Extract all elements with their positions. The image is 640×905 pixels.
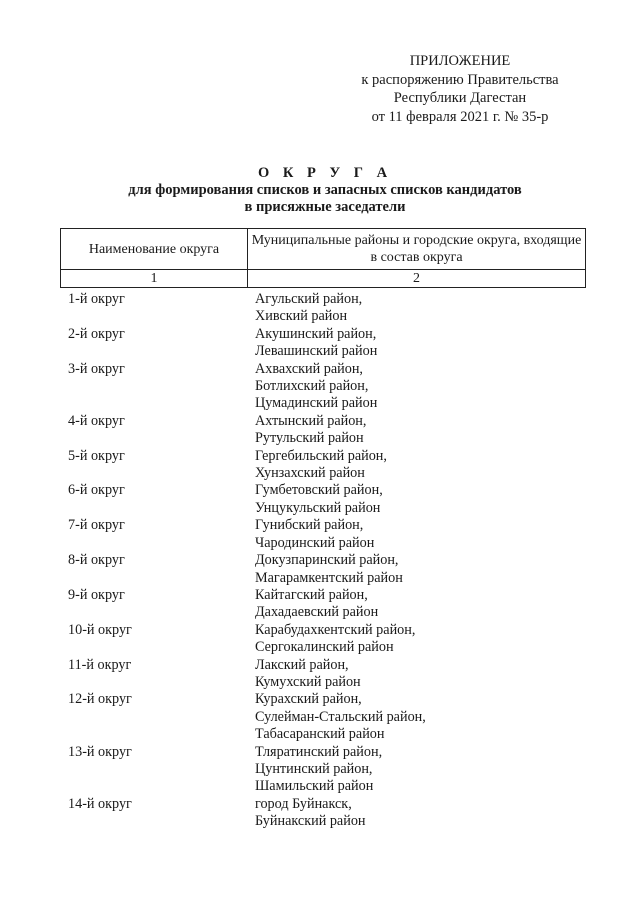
district-areas — [255, 448, 588, 483]
appendix-title: ПРИЛОЖЕНИЕ — [409, 53, 511, 69]
area-item: Докузпаринский район, — [255, 552, 399, 569]
area-item: Левашинский район — [255, 343, 378, 360]
area-item: Ахтынский район, — [255, 412, 367, 429]
title-subtitle: для формирования списков и запасных списков кандидатов — [128, 182, 522, 198]
area-item: Шамильский район — [255, 778, 374, 795]
area-item: Унцукульский район — [255, 499, 381, 516]
district-name: 1-й округ — [68, 291, 125, 307]
table-row — [68, 587, 588, 622]
area-item: Кайтагский район, — [255, 586, 368, 603]
area-item: Цунтинский район, — [255, 760, 373, 777]
area-item: Гунибский район, — [255, 517, 364, 534]
appendix-date: от 11 февраля 2021 г. № 35-р — [371, 108, 549, 125]
district-name: 3-й округ — [68, 360, 125, 377]
district-areas — [255, 482, 588, 517]
area-item: Курахский район, — [255, 691, 362, 708]
table-row — [68, 657, 588, 692]
appendix-line: Республики Дагестан — [393, 90, 527, 106]
document-title — [60, 165, 590, 216]
district-name: 14-й округ — [68, 795, 132, 812]
area-item: Буйнакский район — [255, 813, 366, 830]
table-row — [68, 744, 588, 796]
district-name: 9-й округ — [68, 586, 125, 603]
area-item: Карабудахкентский район, — [255, 621, 416, 638]
district-name: 8-й округ — [68, 552, 125, 569]
district-name: 10-й округ — [68, 621, 132, 638]
area-item: Ахвахский район, — [255, 360, 363, 377]
area-item: город Буйнакск, — [255, 795, 352, 812]
area-item: Кумухский район — [255, 673, 361, 690]
area-item: Цумадинский район — [255, 395, 378, 412]
district-list — [68, 291, 588, 831]
area-item: Рутульский район — [255, 430, 364, 447]
table-row — [68, 482, 588, 517]
column-header-areas: Муниципальные районы и городские округа, входящие в состав округа — [248, 229, 586, 270]
district-name: 4-й округ — [68, 412, 125, 429]
area-item: Акушинский район, — [255, 325, 377, 342]
table-row — [68, 291, 588, 326]
title-main: О К Р У Г А — [257, 165, 393, 181]
area-item: Ботлихский район, — [255, 378, 369, 395]
area-item: Сергокалинский район — [255, 639, 394, 656]
area-item: Лакский район, — [255, 656, 349, 673]
area-item: Магарамкентский район — [255, 569, 403, 586]
table-row — [68, 448, 588, 483]
appendix-line: к распоряжению Правительства — [361, 71, 559, 88]
district-areas — [255, 587, 588, 622]
title-subtitle: в присяжные заседатели — [244, 199, 406, 215]
district-areas — [255, 413, 588, 448]
district-areas — [255, 796, 588, 831]
district-name: 12-й округ — [68, 691, 132, 708]
column-number-1: 1 — [61, 270, 248, 288]
area-item: Тляратинский район, — [255, 743, 383, 760]
area-item: Гергебильский район, — [255, 447, 387, 464]
table-row — [68, 326, 588, 361]
district-areas — [255, 622, 588, 657]
district-areas — [255, 691, 588, 743]
area-item: Сулейман-Стальский район, — [255, 708, 426, 725]
district-areas — [255, 657, 588, 692]
area-item: Хунзахский район — [255, 465, 365, 482]
area-item: Агульский район, — [255, 291, 363, 307]
table-row — [68, 361, 588, 413]
district-areas — [255, 326, 588, 361]
district-name: 5-й округ — [68, 447, 125, 464]
appendix-header — [340, 52, 580, 126]
district-areas — [255, 552, 588, 587]
table-header — [60, 228, 586, 288]
district-name: 7-й округ — [68, 517, 125, 534]
district-name: 13-й округ — [68, 743, 132, 760]
column-number-2: 2 — [248, 270, 586, 288]
district-name: 6-й округ — [68, 482, 125, 499]
table-row — [68, 517, 588, 552]
district-name: 11-й округ — [68, 656, 132, 673]
column-header-district: Наименование округа — [61, 229, 248, 270]
table-row — [68, 552, 588, 587]
table-row — [68, 796, 588, 831]
district-areas — [255, 744, 588, 796]
table-row — [68, 622, 588, 657]
district-areas — [255, 517, 588, 552]
table-row — [68, 691, 588, 743]
district-areas — [255, 291, 588, 326]
area-item: Табасаранский район — [255, 726, 385, 743]
area-item: Хивский район — [255, 308, 348, 325]
table-row — [68, 413, 588, 448]
area-item: Чародинский район — [255, 534, 375, 551]
area-item: Гумбетовский район, — [255, 482, 383, 499]
area-item: Дахадаевский район — [255, 604, 379, 621]
district-areas — [255, 361, 588, 413]
district-name: 2-й округ — [68, 325, 125, 342]
